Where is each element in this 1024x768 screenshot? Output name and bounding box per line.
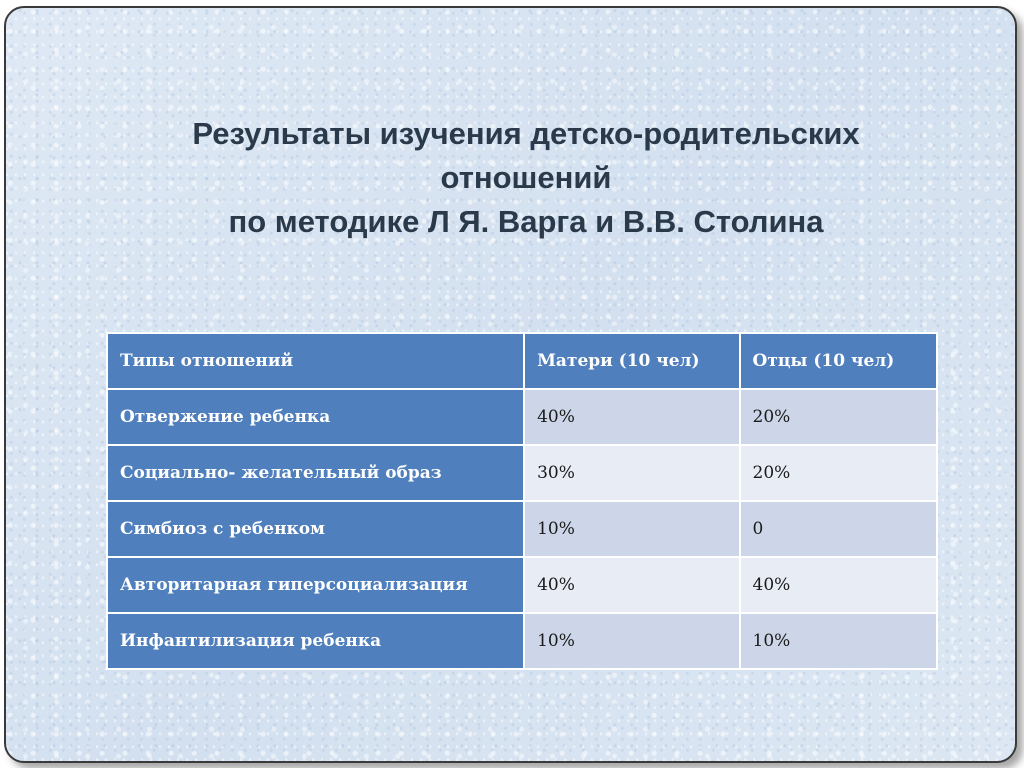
table-row bbox=[107, 613, 937, 669]
results-table bbox=[106, 332, 938, 670]
mothers-value: 40% bbox=[524, 389, 739, 445]
row-label: Инфантилизация ребенка bbox=[107, 613, 524, 669]
table-row bbox=[107, 389, 937, 445]
header-relationship-types: Типы отношений bbox=[107, 333, 524, 389]
mothers-value: 40% bbox=[524, 557, 739, 613]
fathers-value: 40% bbox=[740, 557, 937, 613]
table-row bbox=[107, 501, 937, 557]
table-header-row bbox=[107, 333, 937, 389]
slide bbox=[4, 6, 1017, 763]
slide-title bbox=[156, 112, 896, 244]
mothers-value: 30% bbox=[524, 445, 739, 501]
title-line-1: Результаты изучения детско-родительских bbox=[192, 116, 860, 151]
mothers-value: 10% bbox=[524, 501, 739, 557]
fathers-value: 0 bbox=[740, 501, 937, 557]
fathers-value: 20% bbox=[740, 445, 937, 501]
row-label: Отвержение ребенка bbox=[107, 389, 524, 445]
header-fathers: Отцы (10 чел) bbox=[740, 333, 937, 389]
fathers-value: 10% bbox=[740, 613, 937, 669]
title-line-2: отношений bbox=[440, 160, 612, 195]
title-line-3: по методике Л Я. Варга и В.В. Столина bbox=[228, 204, 824, 239]
table-row bbox=[107, 445, 937, 501]
table-row bbox=[107, 557, 937, 613]
row-label: Авторитарная гиперсоциализация bbox=[107, 557, 524, 613]
mothers-value: 10% bbox=[524, 613, 739, 669]
row-label: Симбиоз с ребенком bbox=[107, 501, 524, 557]
header-mothers: Матери (10 чел) bbox=[524, 333, 739, 389]
fathers-value: 20% bbox=[740, 389, 937, 445]
row-label: Социально- желательный образ bbox=[107, 445, 524, 501]
